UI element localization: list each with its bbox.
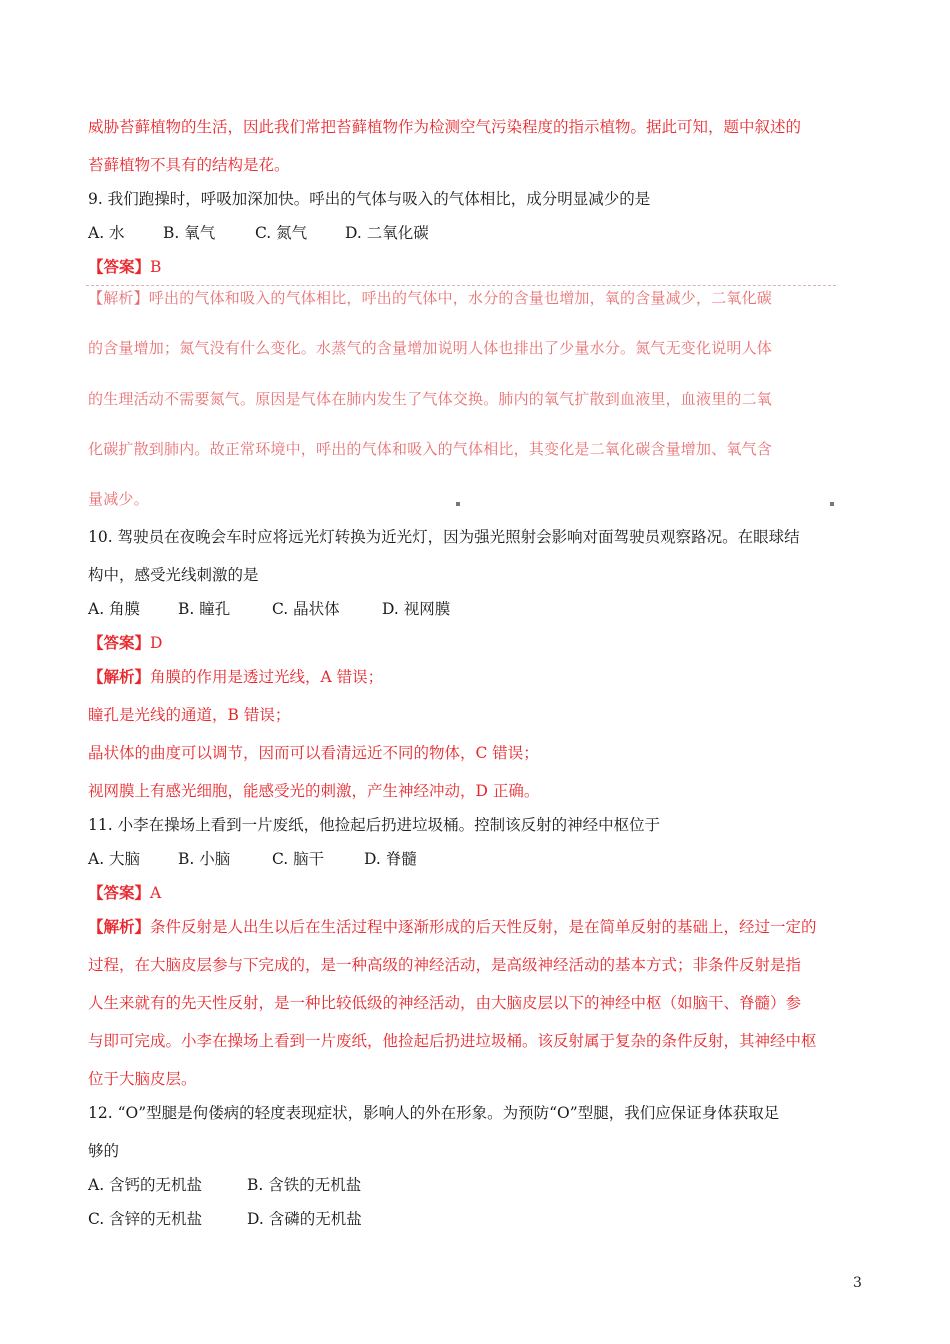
q9-option-a: A. 水 <box>88 224 125 242</box>
q9-question: 9. 我们跑操时，呼吸加深加快。呼出的气体与吸入的气体相比，成分明显减少的是 <box>88 190 651 208</box>
q9-analysis-line-3: 的生理活动不需要氮气。原因是气体在肺内发生了气体交换。肺内的氧气扩散到血液里，血液里的二氧 <box>88 390 773 408</box>
q9-answer <box>88 257 161 277</box>
selection-handle-mark <box>830 502 834 506</box>
q10-answer-value: D <box>150 634 163 652</box>
q11-analysis-line-1 <box>88 917 817 937</box>
q12-question-line-1: 12. “O”型腿是佝偻病的轻度表现症状，影响人的外在形象。为预防“O”型腿，我们应保证身体获取足 <box>88 1104 780 1122</box>
q10-analysis-tag: 【解析】 <box>88 667 151 686</box>
q10-question-line-2: 构中，感受光线刺激的是 <box>88 566 259 584</box>
q11-analysis-line-5: 位于大脑皮层。 <box>88 1070 197 1088</box>
q11-analysis-line-4: 与即可完成。小李在操场上看到一片废纸，他捡起后扔进垃圾桶。该反射属于复杂的条件反射，其神经中枢 <box>88 1032 817 1050</box>
intro-line-1: 威胁苔藓植物的生活，因此我们常把苔藓植物作为检测空气污染程度的指示植物。据此可知，题中叙述的 <box>88 118 802 136</box>
q9-option-b: B. 氧气 <box>163 224 216 242</box>
q9-answer-value: B <box>150 258 162 276</box>
intro-line-2: 苔藓植物不具有的结构是花。 <box>88 156 290 174</box>
q10-answer <box>88 633 162 653</box>
q11-option-b: B. 小脑 <box>178 850 231 868</box>
q9-analysis-border <box>86 285 836 287</box>
q9-analysis-line-2: 的含量增加；氮气没有什么变化。水蒸气的含量增加说明人体也排出了少量水分。氮气无变化说明人体 <box>88 339 773 357</box>
q12-options-row-1 <box>88 1175 361 1195</box>
q9-options <box>88 223 429 243</box>
q11-analysis-line-2: 过程，在大脑皮层参与下完成的，是一种高级的神经活动，是高级神经活动的基本方式；非条件反射是指 <box>88 956 802 974</box>
q9-option-c: C. 氮气 <box>255 224 308 242</box>
q12-options-row-2 <box>88 1209 362 1229</box>
q9-option-d: D. 二氧化碳 <box>345 224 429 242</box>
q12-option-b: B. 含铁的无机盐 <box>247 1176 362 1194</box>
q11-question: 11. 小李在操场上看到一片废纸，他捡起后扔进垃圾桶。控制该反射的神经中枢位于 <box>88 816 661 834</box>
q10-analysis-line-3: 晶状体的曲度可以调节，因而可以看清远近不同的物体，C 错误； <box>88 744 539 762</box>
q11-answer-value: A <box>150 884 162 902</box>
q12-option-d: D. 含磷的无机盐 <box>247 1210 362 1228</box>
q9-answer-tag: 【答案】 <box>88 257 151 276</box>
selection-handle-mark <box>456 502 460 506</box>
q10-analysis-line-1 <box>88 667 383 687</box>
q11-options <box>88 849 417 869</box>
q10-option-a: A. 角膜 <box>88 600 141 618</box>
q11-analysis-tag: 【解析】 <box>88 917 151 936</box>
q9-analysis-line-5: 量减少。 <box>88 490 149 508</box>
page-number: 3 <box>853 1275 862 1291</box>
q12-question-line-2: 够的 <box>88 1142 120 1160</box>
q11-answer-tag: 【答案】 <box>88 883 151 902</box>
q10-option-b: B. 瞳孔 <box>178 600 231 618</box>
q11-option-a: A. 大脑 <box>88 850 141 868</box>
q10-analysis-line-4: 视网膜上有感光细胞，能感受光的刺激，产生神经冲动，D 正确。 <box>88 782 540 800</box>
q11-option-c: C. 脑干 <box>272 850 325 868</box>
q10-option-d: D. 视网膜 <box>382 600 451 618</box>
q10-option-c: C. 晶状体 <box>272 600 340 618</box>
q11-option-d: D. 脊髓 <box>364 850 417 868</box>
q10-analysis-text: 角膜的作用是透过光线，A 错误； <box>150 668 384 686</box>
q12-option-c: C. 含锌的无机盐 <box>88 1210 203 1228</box>
q10-analysis-line-2: 瞳孔是光线的通道，B 错误； <box>88 706 291 724</box>
q10-question-line-1: 10. 驾驶员在夜晚会车时应将远光灯转换为近光灯，因为强光照射会影响对面驾驶员观察路况。在眼球结 <box>88 528 800 546</box>
q11-answer <box>88 883 161 903</box>
q12-option-a: A. 含钙的无机盐 <box>88 1176 203 1194</box>
q11-analysis-line-3: 人生来就有的先天性反射，是一种比较低级的神经活动，由大脑皮层以下的神经中枢（如脑干、脊髓）参 <box>88 994 802 1012</box>
q11-analysis-text: 条件反射是人出生以后在生活过程中逐渐形成的后天性反射，是在简单反射的基础上，经过一定的 <box>150 918 817 936</box>
q10-answer-tag: 【答案】 <box>88 633 151 652</box>
q9-analysis-line-4: 化碳扩散到肺内。故正常环境中，呼出的气体和吸入的气体相比，其变化是二氧化碳含量增加、氧气含 <box>88 440 773 458</box>
q10-options <box>88 599 450 619</box>
q9-analysis-line-1: 【解析】呼出的气体和吸入的气体相比，呼出的气体中，水分的含量也增加，氧的含量减少，二氧化碳 <box>88 289 773 307</box>
